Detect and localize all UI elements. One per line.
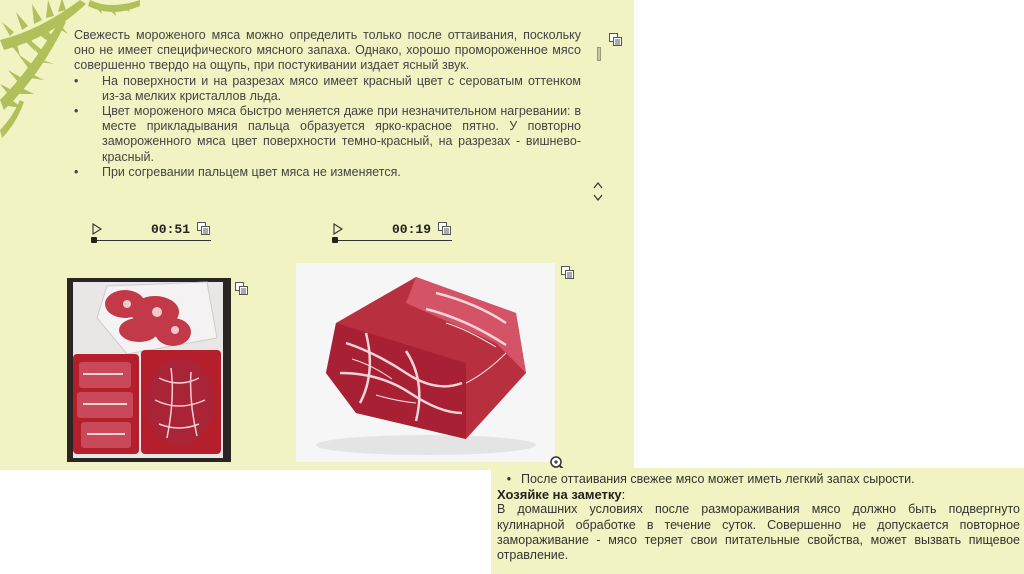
play-icon[interactable]	[91, 223, 103, 235]
audio-time: 00:19	[392, 222, 432, 237]
note-bullet	[497, 472, 1024, 487]
audio-progress-knob[interactable]	[332, 237, 338, 243]
audio-player	[332, 223, 462, 263]
copy-icon[interactable]	[197, 222, 211, 236]
note-bullet-text: После оттаивания свежее мясо может иметь легкий запах сырости.	[521, 472, 915, 486]
intro-paragraph: Свежесть мороженого мяса можно определить только после оттаивания, поскольку оно не имеет специфического мясного запаха. Однако, хорошо промороженное мясо совершенно твердо на ощупь, при постукивании издает ясный звук.	[74, 28, 581, 73]
audio-progress-track[interactable]	[334, 240, 452, 241]
audio-progress-knob[interactable]	[91, 237, 97, 243]
bullet-text: На поверхности и на разрезах мясо имеет красный цвет с сероватым оттенком из-за мелких кристаллов льда.	[102, 73, 581, 103]
bullet-item	[74, 74, 581, 104]
scrollbar-thumb[interactable]	[597, 47, 601, 61]
note-heading: Хозяйке на заметку:	[497, 487, 626, 503]
copy-icon[interactable]	[561, 266, 575, 280]
bullet-symbol: •	[506, 472, 512, 486]
main-text	[74, 28, 581, 180]
audio-progress-track[interactable]	[93, 240, 211, 241]
bullet-item	[74, 104, 581, 165]
copy-icon[interactable]	[438, 222, 452, 236]
text-scrollbar[interactable]	[597, 47, 601, 177]
meat-trays-photo	[67, 278, 231, 462]
bullet-text: Цвет мороженого мяса быстро меняется даже при незначительном нагревании: в месте прикладывания пальца образуется ярко-красное пятно. У повторно замороженного мяса цвет поверхности темно-красный, на разрезах - вишнево-красный.	[102, 104, 581, 164]
audio-player	[91, 223, 221, 263]
chevron-down-icon[interactable]	[592, 193, 604, 203]
bullet-symbol: •	[74, 73, 79, 88]
note-body: В домашних условиях после размораживания мясо должно быть подвергнуто кулинарной обработке в течение суток. Совершенно не допускается повторное замораживание - мясо теряет свои питательные свойства, может вызвать пищевое отравление.	[497, 502, 1020, 563]
chevron-up-icon[interactable]	[592, 180, 604, 190]
bullet-item	[74, 165, 581, 180]
raw-beef-photo	[296, 263, 555, 462]
copy-icon[interactable]	[609, 33, 623, 47]
bullet-symbol: •	[74, 164, 79, 179]
tip-note	[491, 468, 1024, 574]
audio-time: 00:51	[151, 222, 191, 237]
bullet-symbol: •	[74, 104, 79, 119]
copy-icon[interactable]	[235, 282, 249, 296]
play-icon[interactable]	[332, 223, 344, 235]
bullet-text: При согревании пальцем цвет мяса не изменяется.	[102, 164, 401, 179]
